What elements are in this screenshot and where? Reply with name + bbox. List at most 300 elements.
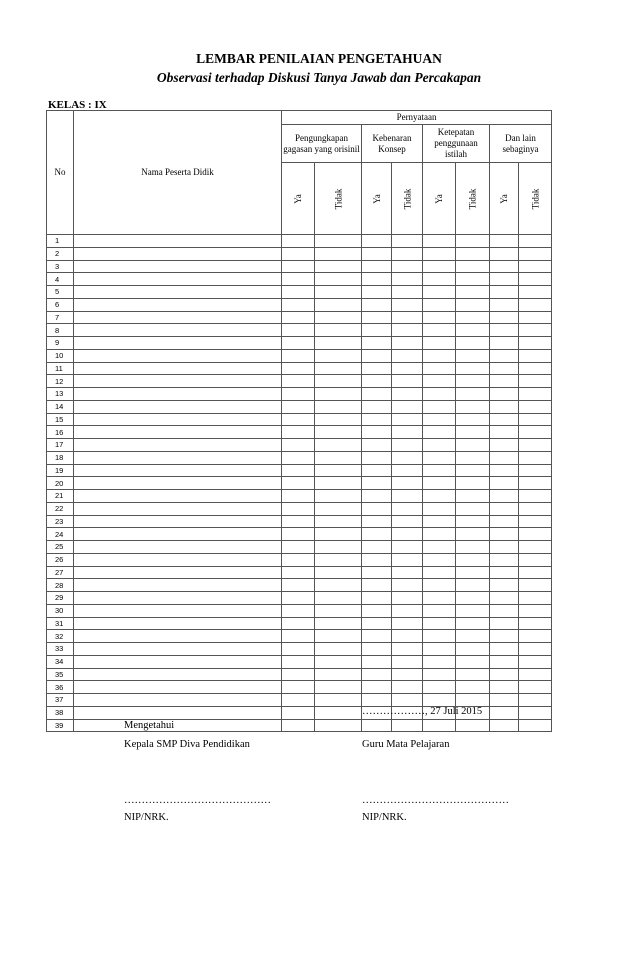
ya-cell <box>282 681 315 694</box>
table-row <box>47 604 552 617</box>
tidak-cell <box>392 719 423 732</box>
tidak-cell <box>456 413 490 426</box>
table-row <box>47 426 552 439</box>
ya-cell <box>362 694 392 707</box>
tidak-cell <box>392 617 423 630</box>
tidak-cell <box>519 413 552 426</box>
row-number: 21 <box>47 490 74 503</box>
ya-cell <box>423 490 456 503</box>
tidak-cell <box>315 668 362 681</box>
ya-cell <box>362 681 392 694</box>
tidak-cell <box>456 298 490 311</box>
tidak-cell <box>392 655 423 668</box>
tidak-cell <box>315 362 362 375</box>
ya-cell <box>282 388 315 401</box>
document-title: LEMBAR PENILAIAN PENGETAHUAN <box>196 51 442 66</box>
tidak-cell <box>456 235 490 248</box>
row-number: 26 <box>47 553 74 566</box>
signature-date: ………………, 27 Juli 2015 <box>362 706 483 717</box>
ya-cell <box>423 362 456 375</box>
ya-cell <box>490 604 519 617</box>
ya-cell <box>490 706 519 719</box>
table-row <box>47 541 552 554</box>
table-row <box>47 464 552 477</box>
row-number: 22 <box>47 502 74 515</box>
tidak-cell <box>315 451 362 464</box>
table-row <box>47 528 552 541</box>
ya-cell <box>362 337 392 350</box>
tidak-cell <box>519 541 552 554</box>
tidak-cell <box>392 388 423 401</box>
tidak-cell <box>456 655 490 668</box>
tidak-cell <box>315 643 362 656</box>
ya-cell <box>423 694 456 707</box>
tidak-cell <box>519 260 552 273</box>
ya-cell <box>282 247 315 260</box>
ya-cell <box>490 413 519 426</box>
tidak-cell <box>456 247 490 260</box>
tidak-cell <box>519 617 552 630</box>
student-name-cell <box>74 694 282 707</box>
ya-cell <box>490 592 519 605</box>
ya-cell <box>490 579 519 592</box>
tidak-cell <box>315 273 362 286</box>
ya-cell <box>490 502 519 515</box>
tidak-cell <box>392 337 423 350</box>
header-tidak-label: Tidak <box>333 188 343 209</box>
tidak-cell <box>392 604 423 617</box>
ya-cell <box>490 515 519 528</box>
tidak-cell <box>456 502 490 515</box>
tidak-cell <box>456 630 490 643</box>
table-row <box>47 592 552 605</box>
ya-cell <box>423 617 456 630</box>
tidak-cell <box>519 349 552 362</box>
ya-cell <box>362 311 392 324</box>
tidak-cell <box>456 553 490 566</box>
tidak-cell <box>519 286 552 299</box>
ya-cell <box>423 630 456 643</box>
ya-cell <box>490 362 519 375</box>
header-ya-label: Ya <box>371 193 382 204</box>
student-name-cell <box>74 235 282 248</box>
tidak-cell <box>315 490 362 503</box>
ya-cell <box>490 694 519 707</box>
ya-cell <box>490 298 519 311</box>
ya-cell <box>362 426 392 439</box>
tidak-cell <box>315 515 362 528</box>
tidak-cell <box>519 706 552 719</box>
row-number: 5 <box>47 286 74 299</box>
student-name-cell <box>74 566 282 579</box>
document-subtitle: Observasi terhadap Diskusi Tanya Jawab dan Percakapan <box>156 70 482 85</box>
tidak-cell <box>315 400 362 413</box>
ya-cell <box>423 668 456 681</box>
tidak-cell <box>519 439 552 452</box>
tidak-cell <box>456 337 490 350</box>
student-name-cell <box>74 579 282 592</box>
tidak-cell <box>519 553 552 566</box>
tidak-cell <box>392 260 423 273</box>
tidak-cell <box>315 464 362 477</box>
ya-cell <box>423 273 456 286</box>
header-ya <box>362 163 392 235</box>
tidak-cell <box>315 592 362 605</box>
ya-cell <box>423 375 456 388</box>
row-number: 10 <box>47 349 74 362</box>
tidak-cell <box>519 604 552 617</box>
ya-cell <box>282 235 315 248</box>
table-row <box>47 349 552 362</box>
ya-cell <box>282 617 315 630</box>
student-name-cell <box>74 413 282 426</box>
student-name-cell <box>74 400 282 413</box>
tidak-cell <box>315 630 362 643</box>
ya-cell <box>490 553 519 566</box>
tidak-cell <box>392 566 423 579</box>
tidak-cell <box>392 413 423 426</box>
ya-cell <box>362 388 392 401</box>
ya-cell <box>282 604 315 617</box>
student-name-cell <box>74 515 282 528</box>
tidak-cell <box>519 362 552 375</box>
tidak-cell <box>315 235 362 248</box>
tidak-cell <box>456 617 490 630</box>
student-name-cell <box>74 388 282 401</box>
header-tidak <box>519 163 552 235</box>
tidak-cell <box>519 528 552 541</box>
ya-cell <box>423 604 456 617</box>
ya-cell <box>362 617 392 630</box>
ya-cell <box>362 286 392 299</box>
ya-cell <box>490 273 519 286</box>
row-number: 8 <box>47 324 74 337</box>
tidak-cell <box>315 706 362 719</box>
ya-cell <box>423 247 456 260</box>
ya-cell <box>423 566 456 579</box>
tidak-cell <box>456 592 490 605</box>
table-row <box>47 375 552 388</box>
ya-cell <box>362 579 392 592</box>
tidak-cell <box>456 388 490 401</box>
header-criterion: Kebenaran Konsep <box>362 125 423 163</box>
header-nama: Nama Peserta Didik <box>74 111 282 235</box>
tidak-cell <box>456 286 490 299</box>
ya-cell <box>362 515 392 528</box>
tidak-cell <box>519 592 552 605</box>
ya-cell <box>362 592 392 605</box>
ya-cell <box>362 451 392 464</box>
row-number: 33 <box>47 643 74 656</box>
ya-cell <box>423 502 456 515</box>
header-tidak <box>315 163 362 235</box>
tidak-cell <box>315 247 362 260</box>
tidak-cell <box>315 426 362 439</box>
row-number: 18 <box>47 451 74 464</box>
ya-cell <box>490 464 519 477</box>
student-name-cell <box>74 706 282 719</box>
tidak-cell <box>315 298 362 311</box>
tidak-cell <box>519 388 552 401</box>
row-number: 36 <box>47 681 74 694</box>
ya-cell <box>362 273 392 286</box>
tidak-cell <box>456 490 490 503</box>
table-row <box>47 643 552 656</box>
tidak-cell <box>392 400 423 413</box>
row-number: 15 <box>47 413 74 426</box>
tidak-cell <box>392 541 423 554</box>
student-name-cell <box>74 298 282 311</box>
row-number: 9 <box>47 337 74 350</box>
tidak-cell <box>519 235 552 248</box>
table-row <box>47 324 552 337</box>
ya-cell <box>490 337 519 350</box>
tidak-cell <box>392 630 423 643</box>
tidak-cell <box>315 719 362 732</box>
row-number: 31 <box>47 617 74 630</box>
ya-cell <box>362 630 392 643</box>
ya-cell <box>362 375 392 388</box>
ya-cell <box>282 541 315 554</box>
tidak-cell <box>519 668 552 681</box>
ya-cell <box>282 490 315 503</box>
nip-left: NIP/NRK. <box>124 812 169 823</box>
ya-cell <box>423 477 456 490</box>
ya-cell <box>423 349 456 362</box>
tidak-cell <box>392 235 423 248</box>
row-number: 4 <box>47 273 74 286</box>
header-tidak-label: Tidak <box>530 188 541 209</box>
header-criterion: Pengungkapan gagasan yang orisinil <box>282 125 362 163</box>
header-tidak <box>456 163 490 235</box>
tidak-cell <box>392 553 423 566</box>
student-name-cell <box>74 286 282 299</box>
student-name-cell <box>74 502 282 515</box>
tidak-cell <box>519 681 552 694</box>
ya-cell <box>423 286 456 299</box>
tidak-cell <box>392 349 423 362</box>
tidak-cell <box>519 502 552 515</box>
ya-cell <box>490 719 519 732</box>
ya-cell <box>423 719 456 732</box>
ya-cell <box>362 247 392 260</box>
tidak-cell <box>392 439 423 452</box>
table-row <box>47 286 552 299</box>
ya-cell <box>282 655 315 668</box>
ya-cell <box>282 528 315 541</box>
student-name-cell <box>74 604 282 617</box>
tidak-cell <box>392 592 423 605</box>
table-row <box>47 388 552 401</box>
header-ya <box>282 163 315 235</box>
guru-label: Guru Mata Pelajaran <box>362 739 450 750</box>
table-row <box>47 477 552 490</box>
tidak-cell <box>315 553 362 566</box>
tidak-cell <box>315 388 362 401</box>
ya-cell <box>282 426 315 439</box>
ya-cell <box>490 477 519 490</box>
tidak-cell <box>315 617 362 630</box>
assessment-table <box>46 110 552 732</box>
header-criterion: Dan lain sebaginya <box>490 125 552 163</box>
ya-cell <box>423 426 456 439</box>
table-row <box>47 400 552 413</box>
ya-cell <box>362 260 392 273</box>
tidak-cell <box>315 349 362 362</box>
table-row <box>47 579 552 592</box>
tidak-cell <box>456 324 490 337</box>
tidak-cell <box>392 362 423 375</box>
ya-cell <box>282 439 315 452</box>
ya-cell <box>362 643 392 656</box>
student-name-cell <box>74 337 282 350</box>
ya-cell <box>423 592 456 605</box>
ya-cell <box>282 502 315 515</box>
table-row <box>47 617 552 630</box>
ya-cell <box>423 643 456 656</box>
ya-cell <box>282 464 315 477</box>
student-name-cell <box>74 464 282 477</box>
tidak-cell <box>519 630 552 643</box>
tidak-cell <box>315 260 362 273</box>
ya-cell <box>490 324 519 337</box>
row-number: 38 <box>47 706 74 719</box>
ya-cell <box>423 451 456 464</box>
student-name-cell <box>74 553 282 566</box>
ya-cell <box>423 260 456 273</box>
ya-cell <box>490 388 519 401</box>
ya-cell <box>282 477 315 490</box>
student-name-cell <box>74 490 282 503</box>
tidak-cell <box>392 579 423 592</box>
table-row <box>47 630 552 643</box>
ya-cell <box>423 324 456 337</box>
table-row <box>47 273 552 286</box>
tidak-cell <box>392 464 423 477</box>
ya-cell <box>490 400 519 413</box>
kepala-sekolah-label: Kepala SMP Diva Pendidikan <box>124 739 250 750</box>
ya-cell <box>282 324 315 337</box>
table-row <box>47 311 552 324</box>
ya-cell <box>362 541 392 554</box>
tidak-cell <box>456 477 490 490</box>
ya-cell <box>423 515 456 528</box>
ya-cell <box>362 528 392 541</box>
ya-cell <box>362 502 392 515</box>
ya-cell <box>282 592 315 605</box>
ya-cell <box>423 541 456 554</box>
header-criterion: Ketepatan penggunaan istilah <box>423 125 490 163</box>
ya-cell <box>490 630 519 643</box>
ya-cell <box>362 719 392 732</box>
row-number: 35 <box>47 668 74 681</box>
header-ya-label: Ya <box>293 193 303 204</box>
tidak-cell <box>315 477 362 490</box>
tidak-cell <box>519 579 552 592</box>
table-row <box>47 260 552 273</box>
tidak-cell <box>315 286 362 299</box>
ya-cell <box>362 400 392 413</box>
tidak-cell <box>456 439 490 452</box>
student-name-cell <box>74 655 282 668</box>
signature-line-right: …………………………………… <box>362 795 509 806</box>
row-number: 2 <box>47 247 74 260</box>
tidak-cell <box>456 426 490 439</box>
row-number: 30 <box>47 604 74 617</box>
tidak-cell <box>456 273 490 286</box>
tidak-cell <box>392 426 423 439</box>
tidak-cell <box>315 694 362 707</box>
ya-cell <box>362 235 392 248</box>
tidak-cell <box>519 426 552 439</box>
ya-cell <box>490 451 519 464</box>
ya-cell <box>362 298 392 311</box>
student-name-cell <box>74 426 282 439</box>
ya-cell <box>362 349 392 362</box>
tidak-cell <box>315 311 362 324</box>
table-row <box>47 694 552 707</box>
nip-right: NIP/NRK. <box>362 812 407 823</box>
tidak-cell <box>392 247 423 260</box>
ya-cell <box>282 337 315 350</box>
tidak-cell <box>519 298 552 311</box>
row-number: 25 <box>47 541 74 554</box>
row-number: 12 <box>47 375 74 388</box>
tidak-cell <box>392 298 423 311</box>
ya-cell <box>362 464 392 477</box>
row-number: 37 <box>47 694 74 707</box>
tidak-cell <box>392 451 423 464</box>
student-name-cell <box>74 439 282 452</box>
table-row <box>47 553 552 566</box>
ya-cell <box>423 439 456 452</box>
tidak-cell <box>519 247 552 260</box>
ya-cell <box>362 324 392 337</box>
table-row <box>47 566 552 579</box>
table-row <box>47 235 552 248</box>
tidak-cell <box>392 477 423 490</box>
ya-cell <box>282 694 315 707</box>
ya-cell <box>423 528 456 541</box>
tidak-cell <box>392 324 423 337</box>
student-name-cell <box>74 630 282 643</box>
ya-cell <box>362 566 392 579</box>
tidak-cell <box>519 719 552 732</box>
tidak-cell <box>392 375 423 388</box>
tidak-cell <box>456 515 490 528</box>
ya-cell <box>423 337 456 350</box>
tidak-cell <box>456 260 490 273</box>
ya-cell <box>490 655 519 668</box>
tidak-cell <box>315 528 362 541</box>
table-row <box>47 681 552 694</box>
ya-cell <box>282 719 315 732</box>
tidak-cell <box>456 375 490 388</box>
tidak-cell <box>392 668 423 681</box>
table-body <box>47 235 552 732</box>
student-name-cell <box>74 451 282 464</box>
ya-cell <box>362 553 392 566</box>
row-number: 19 <box>47 464 74 477</box>
ya-cell <box>423 464 456 477</box>
header-tidak-label: Tidak <box>467 188 478 209</box>
tidak-cell <box>456 566 490 579</box>
ya-cell <box>282 273 315 286</box>
table-row <box>47 515 552 528</box>
student-name-cell <box>74 541 282 554</box>
tidak-cell <box>315 337 362 350</box>
tidak-cell <box>456 681 490 694</box>
